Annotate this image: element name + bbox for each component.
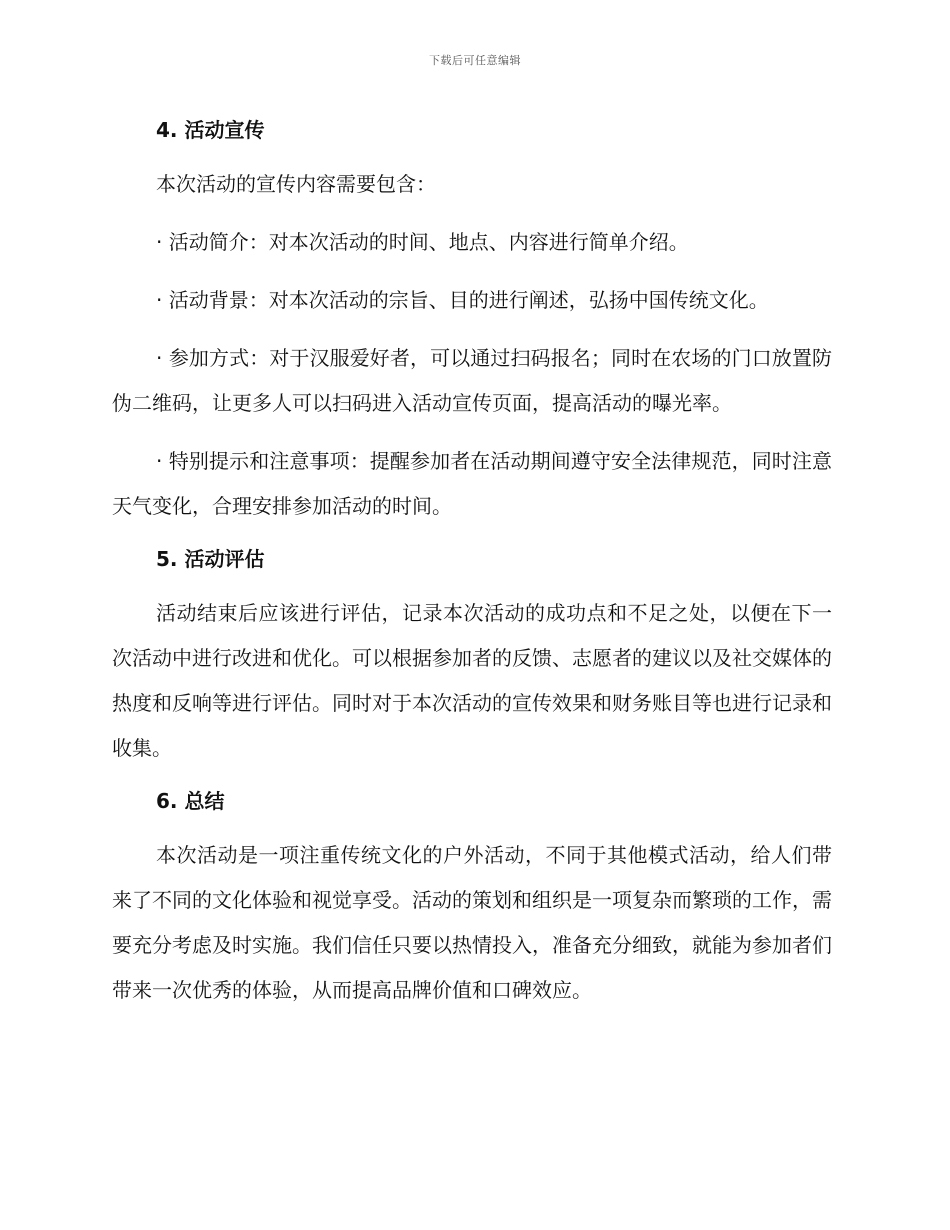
document-body [112,112,832,1013]
promotion-item: · 活动背景：对本次活动的宗旨、目的进行阐述，弘扬中国传统文化。 [156,288,769,312]
section-heading-promotion: 4. 活动宣传 [156,118,265,142]
summary-body: 本次活动是一项注重传统文化的户外活动，不同于其他模式活动，给人们带来了不同的文化体验和视觉享受。活动的策划和组织是一项复杂而繁琐的工作，需要充分考虑及时实施。我们信任只要以热情投入，准备充分细致，就能为参加者们带来一次优秀的体验，从而提高品牌价值和口碑效应。 [112,843,832,1002]
promotion-item: · 特别提示和注意事项：提醒参加者在活动期间遵守安全法律规范，同时注意天气变化，合理安排参加活动的时间。 [112,449,832,518]
evaluation-body: 活动结束后应该进行评估，记录本次活动的成功点和不足之处，以便在下一次活动中进行改进和优化。可以根据参加者的反馈、志愿者的建议以及社交媒体的热度和反响等进行评估。同时对于本次活动的宣传效果和财务账目等也进行记录和收集。 [112,601,832,760]
promotion-item: · 活动简介：对本次活动的时间、地点、内容进行简单介绍。 [156,230,689,254]
page-header-note: 下载后可任意编辑 [429,54,521,67]
promotion-intro: 本次活动的宣传内容需要包含： [156,172,436,196]
section-heading-evaluation: 5. 活动评估 [156,547,265,571]
promotion-item: · 参加方式：对于汉服爱好者，可以通过扫码报名；同时在农场的门口放置防伪二维码，让更多人可以扫码进入活动宣传页面，提高活动的曝光率。 [112,346,832,415]
section-heading-summary: 6. 总结 [156,789,225,813]
